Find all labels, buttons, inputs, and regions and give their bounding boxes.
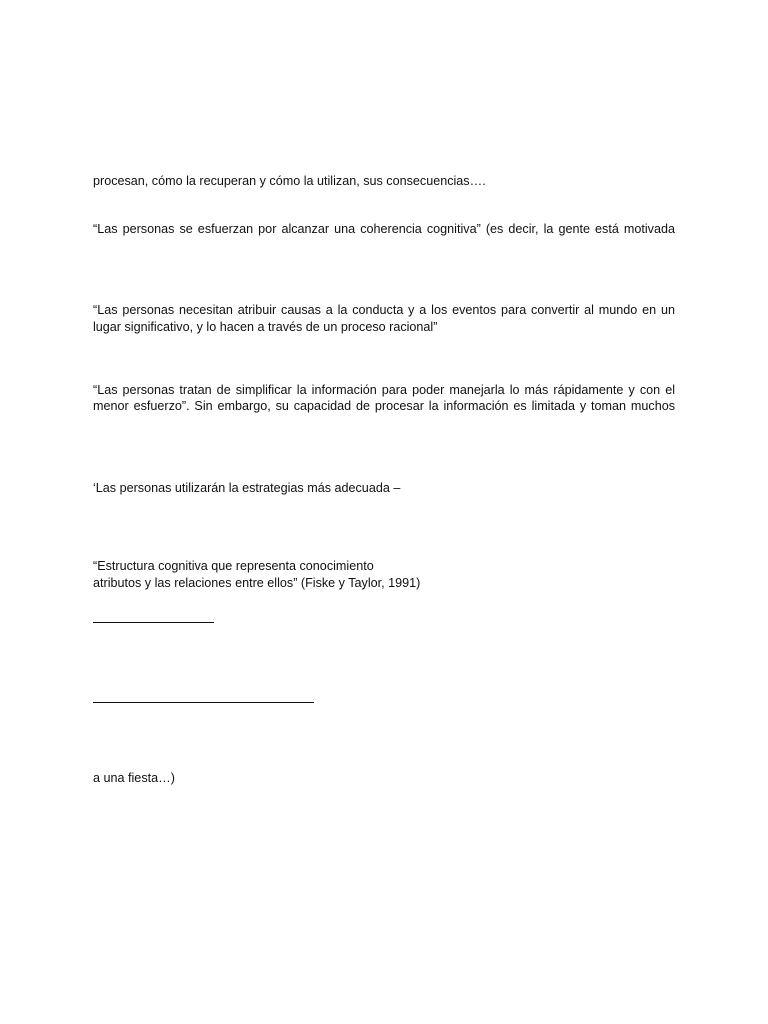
text-line-estrategias: ‘Las personas utilizarán la estrategias más adecuada – <box>93 481 401 495</box>
text-line-simplificar-1: “Las personas tratan de simplificar la información para poder manejarla lo más rápidamente y con el <box>93 383 675 397</box>
underline-blank-short <box>93 622 214 623</box>
text-line-fiesta: a una fiesta…) <box>93 771 175 785</box>
text-line-procesan: procesan, cómo la recuperan y cómo la utilizan, sus consecuencias…. <box>93 174 486 188</box>
text-line-estructura-1: “Estructura cognitiva que representa conocimiento <box>93 559 374 573</box>
text-line-atribuir-1: “Las personas necesitan atribuir causas a la conducta y a los eventos para convertir al mundo en un <box>93 303 675 317</box>
text-line-simplificar-2: menor esfuerzo”. Sin embargo, su capacidad de procesar la información es limitada y toman muchos <box>93 399 675 413</box>
text-line-coherencia: “Las personas se esfuerzan por alcanzar una coherencia cognitiva” (es decir, la gente está motivada <box>93 222 675 236</box>
text-line-estructura-2: atributos y las relaciones entre ellos” (Fiske y Taylor, 1991) <box>93 576 421 590</box>
text-line-atribuir-2: lugar significativo, y lo hacen a través de un proceso racional” <box>93 320 438 334</box>
underline-blank-long <box>93 702 314 703</box>
